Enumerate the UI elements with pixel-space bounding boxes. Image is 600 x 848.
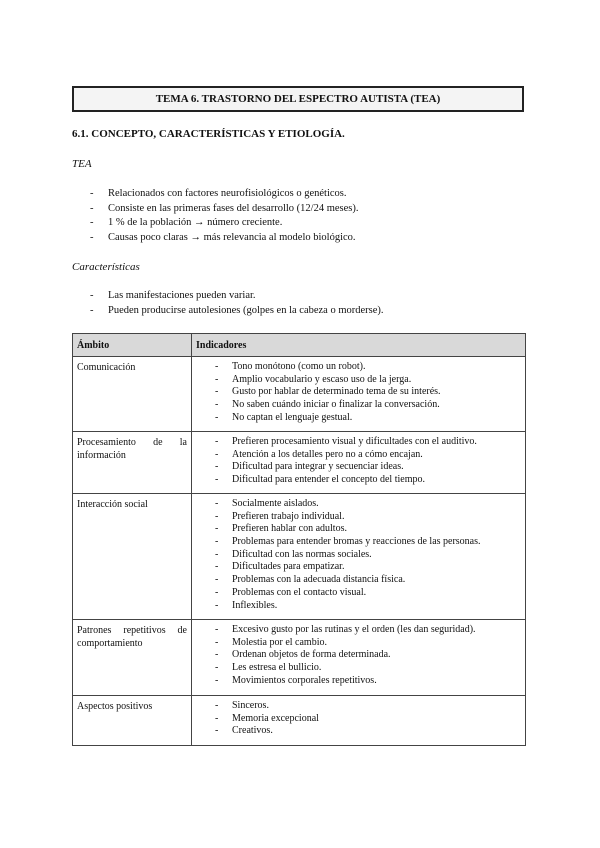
list-item: - No saben cuándo iniciar o finalizar la conversación. bbox=[196, 399, 521, 412]
list-item: - Causas poco claras → más relevancia al modelo biológico. bbox=[72, 231, 358, 246]
table-header-row bbox=[73, 334, 526, 357]
list-item: - Excesivo gusto por las rutinas y el orden (les dan seguridad). bbox=[196, 624, 521, 637]
table-row bbox=[73, 696, 526, 746]
ambito-cell: Procesamiento de la información bbox=[73, 432, 192, 494]
list-item: - Gusto por hablar de determinado tema de su interés. bbox=[196, 386, 521, 399]
list-item: - Las manifestaciones pueden variar. bbox=[72, 289, 384, 304]
list-item: - Consiste en las primeras fases del desarrollo (12/24 meses). bbox=[72, 202, 358, 217]
list-item: - Prefieren procesamiento visual y dificultades con el auditivo. bbox=[196, 436, 521, 449]
table-row bbox=[73, 620, 526, 696]
list-item: - Dificultades para empatizar. bbox=[196, 561, 521, 574]
caracteristicas-subheading: Características bbox=[72, 261, 140, 273]
list-item: - Memoria excepcional bbox=[196, 713, 521, 726]
list-item: - Dificultad para entender el concepto del tiempo. bbox=[196, 474, 521, 487]
tea-list bbox=[72, 187, 358, 245]
list-item: - Inflexibles. bbox=[196, 600, 521, 613]
list-item: - Socialmente aislados. bbox=[196, 498, 521, 511]
list-item: - Amplio vocabulario y escaso uso de la jerga. bbox=[196, 374, 521, 387]
header-ambito: Ámbito bbox=[73, 334, 192, 357]
table-row bbox=[73, 432, 526, 494]
list-item: - Movimientos corporales repetitivos. bbox=[196, 675, 521, 688]
list-item: - 1 % de la población → número creciente. bbox=[72, 216, 358, 231]
list-item: - Tono monótono (como un robot). bbox=[196, 361, 521, 374]
list-item: - Creativos. bbox=[196, 725, 521, 738]
ambito-cell: Interacción social bbox=[73, 494, 192, 620]
header-indicadores: Indicadores bbox=[192, 334, 526, 357]
ambito-cell: Aspectos positivos bbox=[73, 696, 192, 746]
list-item: - Sinceros. bbox=[196, 700, 521, 713]
section-heading: 6.1. CONCEPTO, CARACTERÍSTICAS Y ETIOLOGÍA. bbox=[72, 128, 345, 140]
table-row bbox=[73, 494, 526, 620]
list-item: - Dificultad con las normas sociales. bbox=[196, 549, 521, 562]
list-item: - No captan el lenguaje gestual. bbox=[196, 412, 521, 425]
indicadores-cell bbox=[192, 620, 526, 696]
indicators-table bbox=[72, 333, 526, 746]
list-item: - Prefieren hablar con adultos. bbox=[196, 523, 521, 536]
document-title: TEMA 6. TRASTORNO DEL ESPECTRO AUTISTA (TEA) bbox=[72, 86, 524, 112]
list-item: - Ordenan objetos de forma determinada. bbox=[196, 649, 521, 662]
list-item: - Problemas para entender bromas y reacciones de las personas. bbox=[196, 536, 521, 549]
list-item: - Relacionados con factores neurofisiológicos o genéticos. bbox=[72, 187, 358, 202]
table-row bbox=[73, 357, 526, 432]
list-item: - Dificultad para integrar y secuenciar ideas. bbox=[196, 461, 521, 474]
indicadores-cell bbox=[192, 432, 526, 494]
tea-subheading: TEA bbox=[72, 158, 92, 170]
list-item: - Pueden producirse autolesiones (golpes en la cabeza o morderse). bbox=[72, 304, 384, 319]
list-item: - Problemas con la adecuada distancia física. bbox=[196, 574, 521, 587]
list-item: - Problemas con el contacto visual. bbox=[196, 587, 521, 600]
indicadores-cell bbox=[192, 494, 526, 620]
list-item: - Prefieren trabajo individual. bbox=[196, 511, 521, 524]
indicadores-cell bbox=[192, 696, 526, 746]
caracteristicas-list bbox=[72, 289, 384, 318]
ambito-cell: Comunicación bbox=[73, 357, 192, 432]
list-item: - Molestia por el cambio. bbox=[196, 637, 521, 650]
indicadores-cell bbox=[192, 357, 526, 432]
list-item: - Atención a los detalles pero no a cómo encajan. bbox=[196, 449, 521, 462]
list-item: - Les estresa el bullicio. bbox=[196, 662, 521, 675]
ambito-cell: Patrones repetitivos de comportamiento bbox=[73, 620, 192, 696]
